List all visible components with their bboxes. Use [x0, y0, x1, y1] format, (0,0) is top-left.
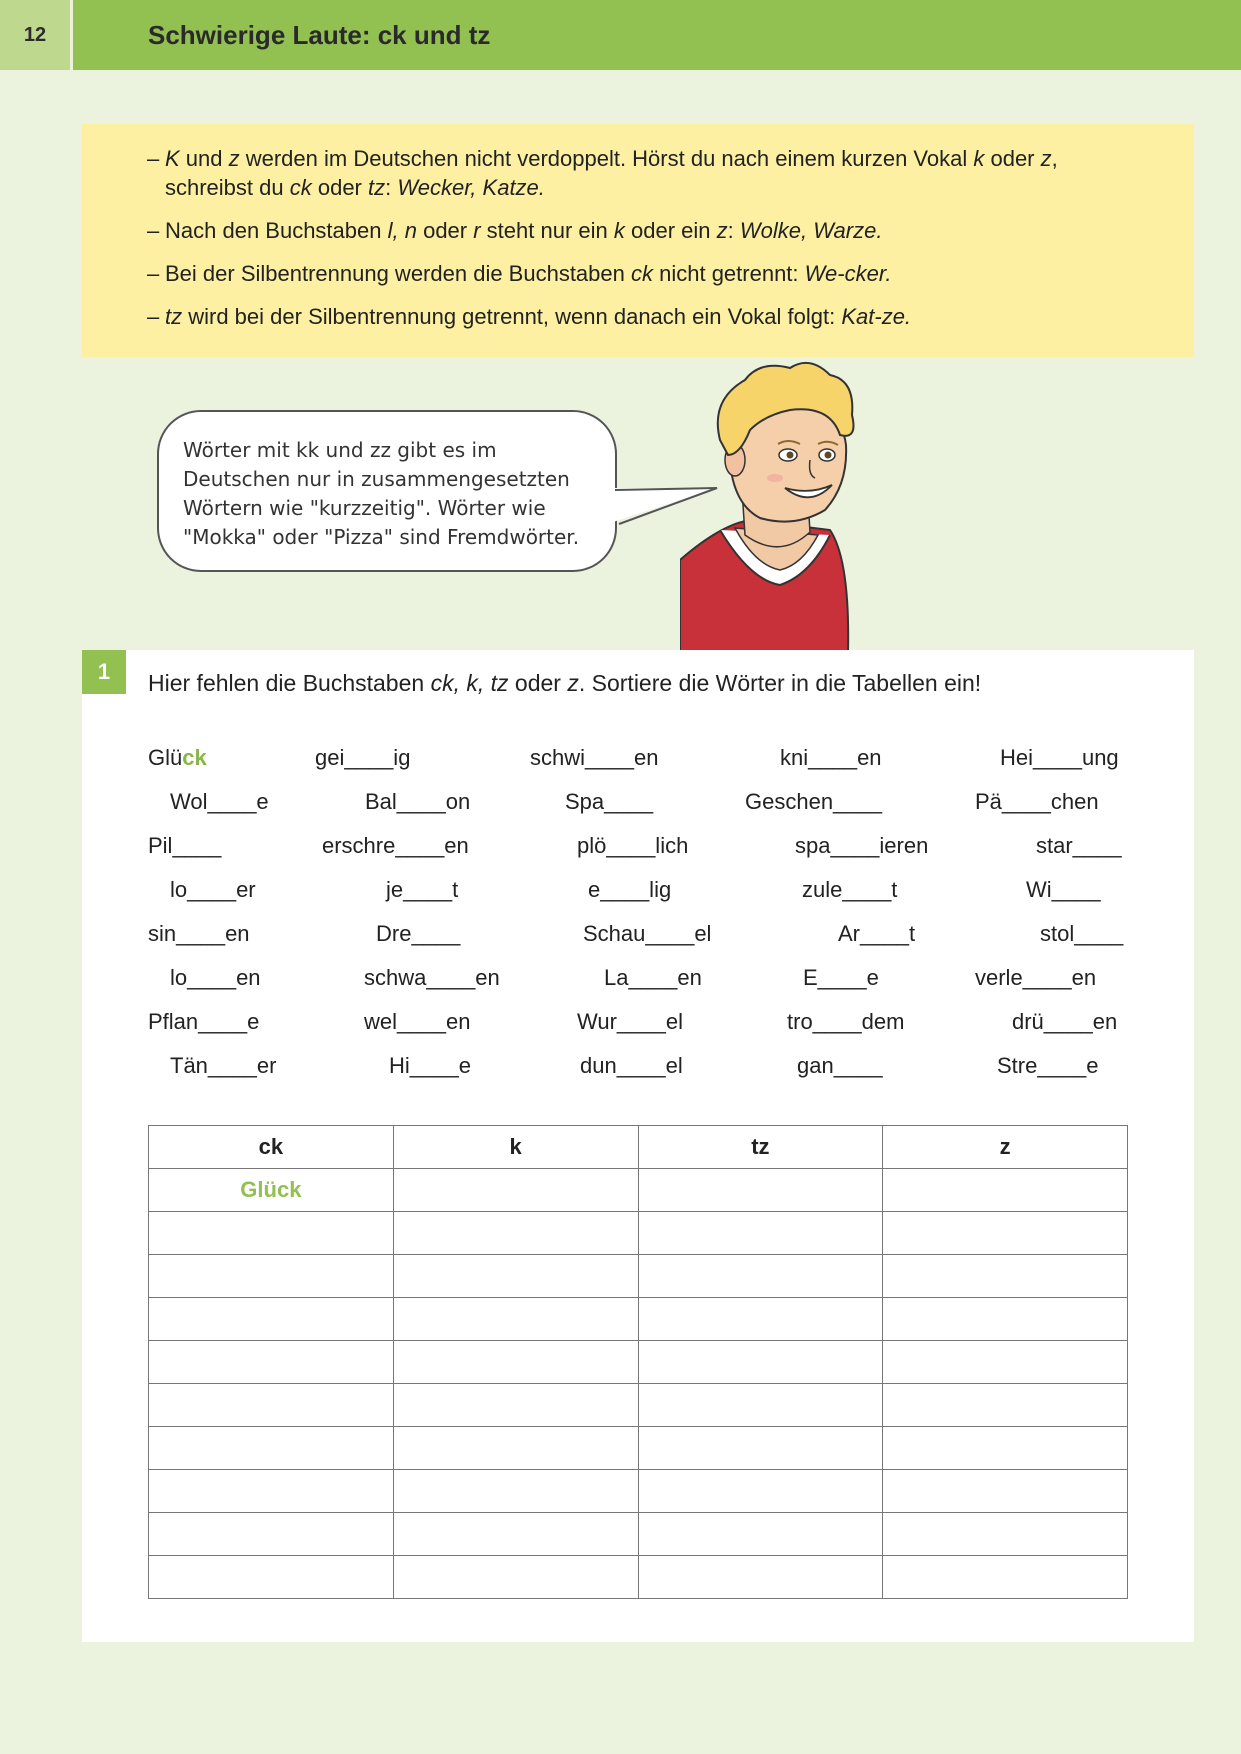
table-row — [149, 1384, 1128, 1427]
table-cell[interactable] — [393, 1556, 638, 1599]
table-cell[interactable] — [149, 1556, 394, 1599]
table-cell[interactable] — [393, 1427, 638, 1470]
gap-word[interactable]: schwa____en — [364, 965, 500, 990]
rules-box — [82, 124, 1194, 357]
table-cell[interactable] — [638, 1427, 883, 1470]
rule-text: We-cker. — [804, 261, 892, 286]
rule-text: , — [1051, 146, 1058, 171]
gap-word[interactable]: Pä____chen — [975, 789, 1099, 814]
table-cell[interactable] — [149, 1384, 394, 1427]
gap-word[interactable]: verle____en — [975, 965, 1097, 990]
example-word — [148, 745, 207, 771]
gap-word[interactable]: E____e — [803, 965, 879, 990]
table-cell[interactable] — [883, 1384, 1128, 1427]
rule-text: oder — [311, 175, 368, 200]
title-bar — [73, 0, 1241, 70]
gap-word[interactable]: Wol____e — [170, 789, 269, 814]
table-cell[interactable] — [883, 1556, 1128, 1599]
bullet-dash: – — [147, 218, 160, 243]
bubble-line: Wörter mit kk und zz gibt es im — [183, 438, 497, 462]
rule-text: ck — [631, 261, 653, 286]
gap-word[interactable]: Wur____el — [577, 1009, 683, 1034]
bubble-line: "Mokka" oder "Pizza" sind Fremdwörter. — [183, 525, 580, 549]
bullet-dash: – — [147, 261, 160, 286]
gap-word[interactable]: Pil____ — [148, 833, 222, 858]
table-cell[interactable] — [883, 1169, 1128, 1212]
exercise-task — [148, 670, 981, 697]
rule-text: ck — [289, 175, 312, 200]
table-cell[interactable] — [393, 1470, 638, 1513]
gap-word[interactable]: schwi____en — [530, 745, 659, 770]
table-row — [149, 1341, 1128, 1384]
rule-text: k — [973, 146, 985, 171]
rule-text: Wolke, Warze. — [739, 218, 883, 243]
gap-word[interactable]: Pflan____e — [148, 1009, 260, 1034]
rule-text: r — [473, 218, 481, 243]
gap-word[interactable]: wel____en — [364, 1009, 471, 1034]
table-cell[interactable] — [149, 1470, 394, 1513]
word-highlight: ck — [182, 745, 207, 770]
rule-text: l, n — [387, 218, 417, 243]
rule-text: Nach den Buchstaben — [165, 218, 388, 243]
table-cell[interactable] — [393, 1169, 638, 1212]
column-header-tz: tz — [638, 1126, 883, 1169]
table-cell[interactable] — [638, 1298, 883, 1341]
table-cell[interactable] — [638, 1169, 883, 1212]
gap-word[interactable]: Hi____e — [389, 1053, 471, 1078]
rule-text: z — [228, 146, 240, 171]
rule-text: : — [385, 175, 398, 200]
rule-text: werden im Deutschen nicht verdoppelt. Hörst du nach einem kurzen Vokal — [239, 146, 974, 171]
gap-word[interactable]: stol____ — [1040, 921, 1124, 946]
task-text: ck, k, tz — [430, 670, 509, 696]
gap-word[interactable]: Schau____el — [583, 921, 712, 946]
gap-word[interactable]: Geschen____ — [745, 789, 882, 814]
column-header-ck: ck — [149, 1126, 394, 1169]
gap-word[interactable]: kni____en — [780, 745, 882, 770]
gap-word[interactable]: La____en — [604, 965, 702, 990]
rule-text: und — [179, 146, 229, 171]
bullet-dash: – — [147, 304, 160, 329]
gap-word[interactable]: Tän____er — [170, 1053, 277, 1078]
sorting-table — [148, 1125, 1128, 1599]
task-text: Hier fehlen die Buchstaben — [148, 670, 431, 696]
table-row — [149, 1212, 1128, 1255]
boy-illustration — [680, 360, 890, 652]
gap-word[interactable]: e____lig — [588, 877, 672, 902]
table-cell-sample: Glück — [149, 1169, 394, 1212]
gap-word[interactable]: tro____dem — [787, 1009, 905, 1034]
table-row — [149, 1169, 1128, 1212]
table-cell[interactable] — [149, 1513, 394, 1556]
rule-4 — [147, 302, 1134, 331]
table-cell[interactable] — [638, 1513, 883, 1556]
bullet-dash: – — [147, 146, 160, 171]
table-cell[interactable] — [638, 1384, 883, 1427]
rule-text: schreibst du — [165, 175, 290, 200]
rule-text: K — [165, 146, 180, 171]
gap-word[interactable]: Spa____ — [565, 789, 654, 814]
table-cell[interactable] — [393, 1255, 638, 1298]
gap-word[interactable]: zule____t — [802, 877, 898, 902]
bubble-line: Wörtern wie "kurzzeitig". Wörter wie — [183, 496, 546, 520]
gap-word[interactable]: erschre____en — [322, 833, 469, 858]
rule-3 — [147, 259, 1134, 288]
gap-word[interactable]: Stre____e — [997, 1053, 1099, 1078]
speech-bubble — [157, 410, 617, 572]
gap-word[interactable]: gei____ig — [315, 745, 411, 770]
table-cell[interactable] — [883, 1255, 1128, 1298]
gap-word[interactable]: Hei____ung — [1000, 745, 1119, 770]
page-title: Schwierige Laute: ck und tz — [148, 19, 491, 50]
table-cell[interactable] — [883, 1470, 1128, 1513]
table-cell[interactable] — [638, 1470, 883, 1513]
rule-text: : — [727, 218, 740, 243]
gap-word[interactable]: Wi____ — [1026, 877, 1101, 902]
rule-text: Kat-ze. — [841, 304, 912, 329]
rule-text: oder — [984, 146, 1041, 171]
exercise-number: 1 — [82, 650, 126, 694]
rule-text: z — [716, 218, 728, 243]
table-row — [149, 1255, 1128, 1298]
table-cell[interactable] — [149, 1298, 394, 1341]
table-cell[interactable] — [149, 1255, 394, 1298]
bubble-line: Deutschen nur in zusammengesetzten — [183, 467, 570, 491]
gap-word[interactable]: Dre____ — [376, 921, 461, 946]
table-row — [149, 1298, 1128, 1341]
rule-text: z — [1040, 146, 1052, 171]
rule-text: k — [613, 218, 625, 243]
table-cell[interactable] — [393, 1384, 638, 1427]
table-cell[interactable] — [883, 1298, 1128, 1341]
table-cell[interactable] — [149, 1212, 394, 1255]
gap-word[interactable]: Bal____on — [365, 789, 471, 814]
gap-word[interactable]: sin____en — [148, 921, 250, 946]
rule-text: tz — [368, 175, 386, 200]
table-cell[interactable] — [393, 1513, 638, 1556]
rule-text: oder — [416, 218, 474, 243]
rule-1 — [147, 144, 1134, 202]
gap-word[interactable]: star____ — [1036, 833, 1122, 858]
table-cell[interactable] — [393, 1341, 638, 1384]
table-cell[interactable] — [638, 1212, 883, 1255]
rule-text: Bei der Silbentrennung werden die Buchstaben — [165, 261, 631, 286]
task-text: oder — [508, 670, 568, 696]
table-cell[interactable] — [393, 1298, 638, 1341]
table-row — [149, 1427, 1128, 1470]
table-cell[interactable] — [393, 1212, 638, 1255]
table-cell[interactable] — [883, 1212, 1128, 1255]
rule-text: nicht getrennt: — [653, 261, 805, 286]
table-cell[interactable] — [883, 1341, 1128, 1384]
column-header-k: k — [393, 1126, 638, 1169]
table-cell[interactable] — [149, 1341, 394, 1384]
gap-word[interactable]: spa____ieren — [795, 833, 929, 858]
gap-word[interactable]: Ar____t — [838, 921, 916, 946]
column-header-z: z — [883, 1126, 1128, 1169]
table-row — [149, 1470, 1128, 1513]
task-text: z — [567, 670, 579, 696]
gap-word[interactable]: gan____ — [797, 1053, 883, 1078]
table-cell[interactable] — [638, 1556, 883, 1599]
table-row — [149, 1556, 1128, 1599]
page-number: 12 — [0, 0, 70, 70]
rule-text: steht nur ein — [480, 218, 614, 243]
table-header-row — [149, 1126, 1128, 1169]
rule-text: oder ein — [624, 218, 717, 243]
table-cell[interactable] — [638, 1341, 883, 1384]
gap-word[interactable]: plö____lich — [577, 833, 689, 858]
table-cell[interactable] — [638, 1255, 883, 1298]
table-cell[interactable] — [883, 1427, 1128, 1470]
gap-word[interactable]: lo____er — [170, 877, 256, 902]
table-cell[interactable] — [149, 1427, 394, 1470]
gap-word[interactable]: je____t — [386, 877, 459, 902]
gap-word[interactable]: lo____en — [170, 965, 261, 990]
rule-text: wird bei der Silbentrennung getrennt, wenn danach ein Vokal folgt: — [182, 304, 842, 329]
rule-text: tz — [165, 304, 183, 329]
table-cell[interactable] — [883, 1513, 1128, 1556]
gap-word[interactable]: dun____el — [580, 1053, 683, 1078]
word-text: Glü — [148, 745, 183, 770]
task-text: . Sortiere die Wörter in die Tabellen ein! — [578, 670, 982, 696]
rule-text: Wecker, Katze. — [397, 175, 545, 200]
table-row — [149, 1513, 1128, 1556]
gap-word[interactable]: drü____en — [1012, 1009, 1118, 1034]
rule-2 — [147, 216, 1134, 245]
page-header — [0, 0, 1241, 70]
rule-text — [147, 175, 545, 200]
